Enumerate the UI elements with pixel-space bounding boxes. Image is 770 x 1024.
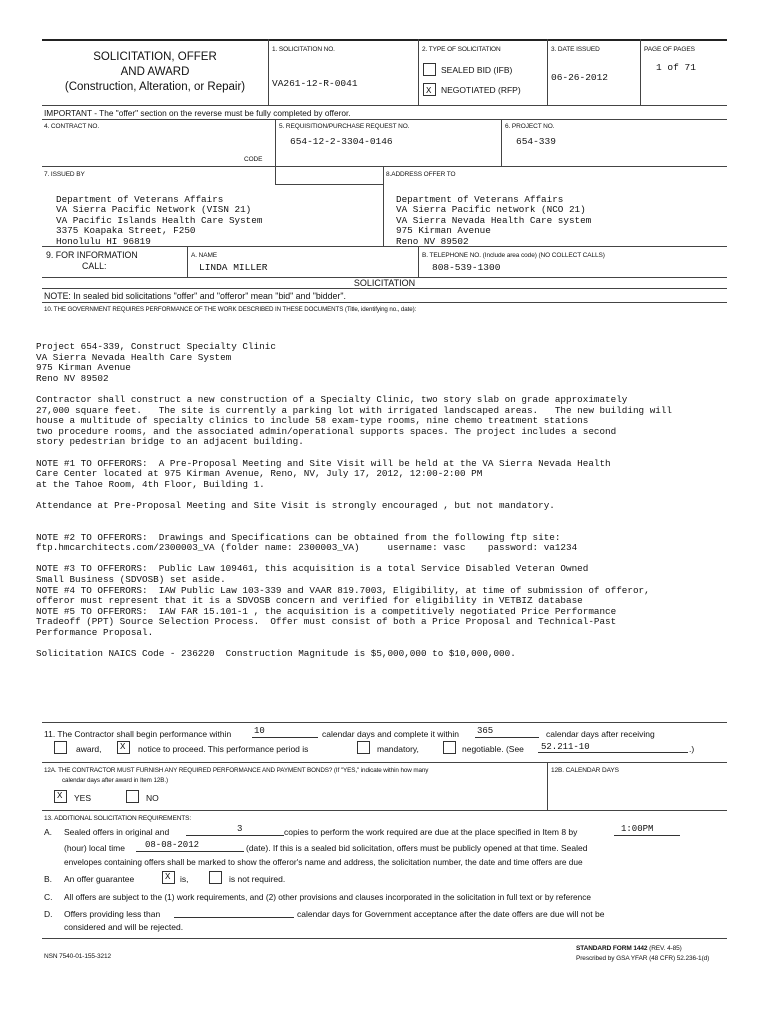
- sealed-bid-checkbox[interactable]: [423, 63, 436, 76]
- begin-days-value[interactable]: 10: [254, 726, 265, 736]
- form-title: [42, 50, 268, 95]
- issued-by-line: VA Pacific Islands Health Care System: [56, 214, 263, 226]
- bonds-yes-label: YES: [74, 793, 92, 803]
- sealed-bid-note: NOTE: In sealed bid solicitations "offer" and "offeror" mean "bid" and "bidder".: [44, 291, 346, 301]
- solicitation-head-line: [42, 288, 727, 289]
- acceptance-days-line: [174, 917, 294, 918]
- notice-check-mark: X: [120, 742, 126, 752]
- guarantee-is-check-mark: X: [165, 872, 171, 882]
- name-label: A. NAME: [191, 252, 218, 259]
- note-bottom-line: [42, 302, 727, 303]
- code-box-left: [275, 166, 276, 184]
- sealed-bid-label: SEALED BID (IFB): [441, 65, 513, 75]
- bonds-yes-check-mark: X: [57, 791, 63, 801]
- complete-days-value[interactable]: 365: [477, 726, 494, 736]
- complete-days-line: [475, 737, 539, 738]
- prescribed-by: Prescribed by GSA YFAR (48 CFR) 52.236-1(d): [576, 955, 710, 962]
- requisition-label: 5. REQUISITION/PURCHASE REQUEST NO.: [279, 123, 410, 130]
- page-of-pages-value: 1 of 71: [656, 62, 696, 73]
- due-time-value[interactable]: 1:00PM: [621, 824, 654, 834]
- negotiated-label: NEGOTIATED (RFP): [441, 85, 521, 95]
- item11-text3: calendar days after receiving: [546, 729, 655, 739]
- header-divider-1: [268, 39, 269, 105]
- item12a-label-2: calendar days after award in Item 12B.): [62, 777, 169, 784]
- issued-by-label: 7. ISSUED BY: [44, 171, 85, 178]
- award-checkbox[interactable]: [54, 741, 67, 754]
- negotiated-check-mark: X: [426, 86, 432, 96]
- code-box-bottom: [275, 184, 383, 185]
- mandatory-checkbox[interactable]: [357, 741, 370, 754]
- solicitation-no-value: VA261-12-R-0041: [272, 78, 358, 89]
- item12-top-line: [42, 762, 727, 763]
- issued-by-line: Department of Veterans Affairs: [56, 193, 224, 205]
- form-title-line3: (Construction, Alteration, or Repair): [64, 81, 246, 93]
- due-time-line: [614, 835, 680, 836]
- contract-no-label: 4. CONTRACT NO.: [44, 123, 100, 130]
- due-date-line: [136, 851, 244, 852]
- code-label: CODE: [244, 156, 263, 163]
- address-offer-label: 8.ADDRESS OFFER TO: [386, 171, 456, 178]
- award-label: award,: [76, 744, 102, 754]
- contract-divider-2: [501, 119, 502, 166]
- address-offer-line: Department of Veterans Affairs: [396, 193, 564, 205]
- header-bottom-line: [42, 105, 727, 106]
- item13d-text2: calendar days for Government acceptance after the date offers are due will not be: [297, 909, 605, 919]
- item13d-letter: D.: [44, 909, 53, 919]
- copies-line: [186, 835, 284, 836]
- type-of-solicitation-label: 2. TYPE OF SOLICITATION: [422, 46, 501, 53]
- due-date-value[interactable]: 08-08-2012: [145, 840, 200, 850]
- address-offer-line: 975 Kirman Avenue: [396, 225, 491, 237]
- item11-top-line: [42, 722, 727, 723]
- item13a-text3: (hour) local time: [64, 843, 125, 853]
- address-offer-line: Reno NV 89502: [396, 235, 469, 247]
- project-no-value: 654-339: [516, 136, 556, 147]
- form-title-line2: AND AWARD: [120, 66, 190, 78]
- guarantee-isnot-checkbox[interactable]: [209, 871, 222, 884]
- solicitation-heading: SOLICITATION: [353, 278, 416, 288]
- name-value: LINDA MILLER: [199, 262, 268, 273]
- item11-text2: calendar days and complete it within: [322, 729, 460, 739]
- address-offer-address: [396, 184, 591, 258]
- solicitation-no-label: 1. SOLICITATION NO.: [272, 46, 335, 53]
- issued-by-line: 3375 Koapaka Street, F250: [56, 225, 196, 237]
- contract-divider-1: [275, 119, 276, 166]
- telephone-label: B. TELEPHONE NO. (Include area code) (NO COLLECT CALLS): [422, 252, 605, 259]
- notice-to-proceed-label: notice to proceed. This performance period is: [138, 744, 309, 754]
- work-description: Project 654-339, Construct Specialty Clinic VA Sierra Nevada Health Care System 975 Kirman Avenue Reno NV 89502 Contractor shall construct a new construction of a Specialty Clinic, two story slab on grade approximately 27,000 square feet. The site is currently a parking lot with irrigated landscaped areas. The new building will house a multitude of specialty clinics to include 58 exam-type rooms, nine chemo treatment stations two procedure rooms, and the associated admin/operational supports spaces. The project includes a second story pedestrian bridge to an adjacent building. NOTE #1 TO OFFERORS: A Pre-Proposal Meeting and Site Visit will be held at the VA Sierra Nevada Health Care Center located at 975 Kirman Avenue, Reno, NV, July 17, 2012, 12:00-2:00 PM at the Tahoe Room, 4th Floor, Building 1. Attendance at Pre-Proposal Meeting and Site Visit is strongly encouraged , but not mandatory. NOTE #2 TO OFFERORS: Drawings and Specifications can be obtained from the following ftp site: ftp.hmcarchitects.com/2300003_VA (folder name: 2300003_VA) username: vasc password: va1234 NOTE #3 TO OFFERORS: Public Law 109461, this acquisition is a total Service Disabled Veteran Owned Small Business (SDVOSB) set aside. NOTE #4 TO OFFERORS: IAW Public Law 103-339 and VAAR 819.7003, Eligibility, at time of submission of offeror, offeror must represent that it is a SDVOSB concern and verified for eligibility in VETBIZ database NOTE #5 TO OFFERORS: IAW FAR 15.101-1 , the acquisition is a competitively negotiated Price Performance Tradeoff (PPT) Source Selection Process. Offer must consist of both a Price Proposal and Technical-Past Performance Proposal. Solicitation NAICS Code - 236220 Construction Magnitude is $5,000,000 to $10,000,000.: [36, 341, 673, 660]
- standard-form-name: STANDARD FORM 1442: [576, 945, 648, 952]
- see-reference-line: [538, 752, 688, 753]
- item13b-text1: An offer guarantee: [64, 874, 135, 884]
- telephone-value: 808-539-1300: [432, 262, 501, 273]
- important-note: IMPORTANT - The "offer" section on the reverse must be fully completed by offeror.: [44, 108, 351, 118]
- item13-label: 13. ADDITIONAL SOLICITATION REQUIREMENTS:: [44, 815, 192, 822]
- item13a-text5: envelopes containing offers shall be marked to show the offeror's name and address, the solicitation number, the date and time offers are due: [64, 857, 583, 867]
- issued-by-address: [56, 184, 262, 258]
- item12b-label: 12B. CALENDAR DAYS: [551, 767, 619, 774]
- mandatory-label: mandatory,: [377, 744, 419, 754]
- item13b-letter: B.: [44, 874, 53, 884]
- item13a-text1: Sealed offers in original and: [64, 827, 170, 837]
- issued-by-line: VA Sierra Pacific Network (VISN 21): [56, 204, 252, 216]
- header-divider-2: [418, 39, 419, 105]
- bonds-no-checkbox[interactable]: [126, 790, 139, 803]
- header-divider-3: [547, 39, 548, 105]
- form-title-line1: SOLICITATION, OFFER: [93, 51, 217, 63]
- item11-text1: 11. The Contractor shall begin performance within: [44, 729, 232, 739]
- item13c-text: All offers are subject to the (1) work requirements, and (2) other provisions and clauses incorporated in the solicitation in full text or by reference: [64, 892, 591, 902]
- begin-days-line: [252, 737, 318, 738]
- item13a-letter: A.: [44, 827, 53, 837]
- call-label: CALL:: [82, 261, 107, 271]
- important-bottom-line: [42, 119, 727, 120]
- nsn-number: NSN 7540-01-155-3212: [44, 953, 112, 960]
- item12-divider: [547, 762, 548, 810]
- negotiable-checkbox[interactable]: [443, 741, 456, 754]
- requisition-value: 654-12-2-3304-0146: [290, 136, 393, 147]
- project-no-label: 6. PROJECT NO.: [505, 123, 555, 130]
- item10-label: 10. THE GOVERNMENT REQUIRES PERFORMANCE OF THE WORK DESCRIBED IN THESE DOCUMENTS (Title, identifying no., date):: [44, 306, 417, 313]
- item13a-text4: (date). If this is a sealed bid solicitation, offers must be publicly opened at that time. Sealed: [246, 843, 588, 853]
- see-reference-value[interactable]: 52.211-10: [541, 742, 590, 752]
- guarantee-is-label: is,: [180, 874, 189, 884]
- date-issued-value: 06-26-2012: [551, 72, 609, 83]
- item13d-text1: Offers providing less than: [64, 909, 161, 919]
- address-offer-line: VA Sierra Pacific network (NCO 21): [396, 204, 586, 216]
- item13-top-line: [42, 810, 727, 811]
- header-divider-4: [640, 39, 641, 105]
- issued-by-line: Honolulu HI 96819: [56, 235, 151, 247]
- item13d-text3: considered and will be rejected.: [64, 922, 184, 932]
- item13a-text2: copies to perform the work required are due at the place specified in Item 8 by: [284, 827, 578, 837]
- standard-form-label: [576, 945, 682, 952]
- guarantee-isnot-label: is not required.: [229, 874, 286, 884]
- item13c-letter: C.: [44, 892, 53, 902]
- see-reference-close: .): [689, 744, 695, 754]
- negotiable-label: negotiable. (See: [462, 744, 524, 754]
- date-issued-label: 3. DATE ISSUED: [551, 46, 600, 53]
- item12a-label: 12A. THE CONTRACTOR MUST FURNISH ANY REQUIRED PERFORMANCE AND PAYMENT BONDS? (If "YES," indicate within how many: [44, 767, 429, 774]
- footer-top-line: [42, 938, 727, 939]
- bonds-no-label: NO: [146, 793, 159, 803]
- top-border: [42, 39, 727, 41]
- standard-form-rev: (REV. 4-85): [649, 945, 682, 952]
- page-of-pages-label: PAGE OF PAGES: [644, 46, 695, 53]
- contract-bottom-line: [42, 166, 727, 167]
- address-divider: [383, 166, 384, 246]
- copies-value[interactable]: 3: [237, 824, 243, 834]
- address-offer-line: VA Sierra Nevada Health Care system: [396, 214, 592, 226]
- for-information-label: 9. FOR INFORMATION: [46, 250, 138, 260]
